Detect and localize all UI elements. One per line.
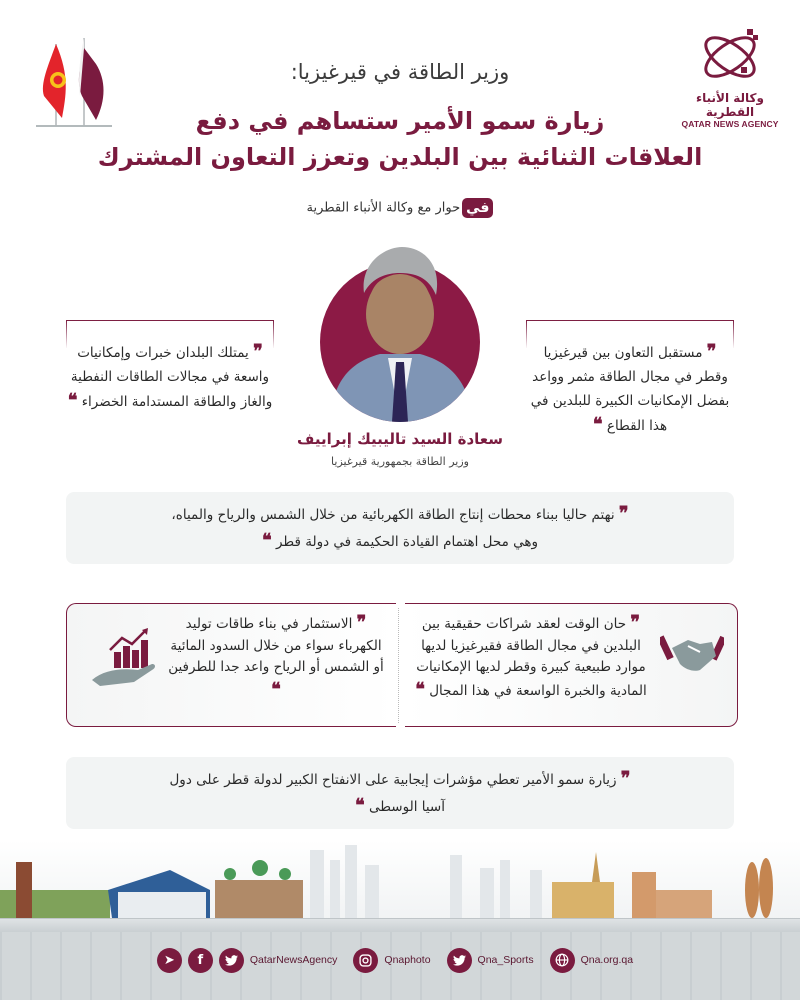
pavement-wall xyxy=(0,918,800,932)
open-quote-icon: ❞ xyxy=(620,768,631,789)
twitter-icon[interactable] xyxy=(219,948,244,973)
footer-landmarks-banner xyxy=(0,840,800,1000)
social-links-bar xyxy=(0,946,800,974)
telegram-icon[interactable]: ➤ xyxy=(157,948,182,973)
open-quote-icon: ❞ xyxy=(253,341,263,362)
headline-line-1: زيارة سمو الأمير ستساهم في دفع xyxy=(195,107,605,135)
headline-kicker: وزير الطاقة في قيرغيزيا: xyxy=(290,60,510,84)
instagram-icon[interactable] xyxy=(353,948,378,973)
fi-badge: في xyxy=(462,198,493,218)
open-quote-icon: ❞ xyxy=(618,503,629,524)
close-quote-icon: ❝ xyxy=(262,530,272,551)
open-quote-icon: ❞ xyxy=(630,612,641,633)
facebook-icon[interactable]: f xyxy=(188,948,213,973)
close-quote-icon: ❝ xyxy=(592,414,603,435)
headline-title xyxy=(0,103,800,175)
open-quote-icon: ❞ xyxy=(706,341,717,362)
twitter-bird-icon xyxy=(225,955,238,966)
quote-wide-1 xyxy=(66,492,734,564)
hand-growth-chart-icon xyxy=(90,628,160,688)
open-quote-icon: ❞ xyxy=(356,612,367,633)
twitter-sports-icon[interactable] xyxy=(447,948,472,973)
website-link[interactable]: Qna.org.qa xyxy=(580,954,634,966)
close-quote-icon: ❝ xyxy=(271,678,281,700)
quote-text: يمتلك البلدان خبرات وإمكانيات واسعة في مجالات الطاقات النفطية والغاز والطاقة المستدامة الخضراء xyxy=(70,345,273,410)
minister-name: سعادة السيد تاليبيك إبراييف xyxy=(297,430,503,448)
card-divider xyxy=(398,608,399,723)
minister-role: وزير الطاقة بجمهورية قيرغيزيا xyxy=(331,455,469,468)
instagram-camera-icon xyxy=(359,954,372,967)
globe-icon[interactable] xyxy=(550,948,575,973)
quote-text: زيارة سمو الأمير تعطي مؤشرات إيجابية على الانفتاح الكبير لدولة قطر على دول آسيا الوسطى xyxy=(169,772,617,815)
quote-text: مستقبل التعاون بين قيرغيزيا وقطر في مجال الطاقة مثمر وواعد بفضل الإمكانيات الكبيرة للبلدين في هذا القطاع xyxy=(530,345,730,434)
headline-line-2: العلاقات الثنائية بين البلدين وتعزز التعاون المشترك xyxy=(97,143,703,171)
close-quote-icon: ❝ xyxy=(67,390,78,411)
instagram-handle[interactable]: Qnaphoto xyxy=(384,954,431,966)
twitter-sports-handle[interactable]: Qna_Sports xyxy=(477,954,534,966)
close-quote-icon: ❝ xyxy=(415,678,425,700)
quote-text: حان الوقت لعقد شراكات حقيقية بين البلدين في مجال الطاقة فقيرغيزيا لديها موارد طبيعية كبيرة وقطر لديها الإمكانيات المادية والخبرة الواسعة في هذا المجال xyxy=(416,616,647,699)
quote-right-icon xyxy=(411,612,651,702)
quote-right-top xyxy=(526,340,734,438)
globe-web-icon xyxy=(555,953,569,967)
twitter-handle-main[interactable]: QatarNewsAgency xyxy=(249,954,338,966)
subtitle-text: حوار مع وكالة الأنباء القطرية xyxy=(306,200,461,216)
quote-text: نهتم حاليا ببناء محطات إنتاج الطاقة الكهربائية من خلال الشمس والرياح والمياه، وهي محل اهتمام القيادة الحكيمة في دولة قطر xyxy=(171,507,615,550)
landmarks-icon xyxy=(0,840,800,920)
quote-left-top xyxy=(66,340,274,414)
quote-left-icon xyxy=(166,612,386,702)
minister-hair-icon xyxy=(350,243,450,303)
skyline-background xyxy=(0,840,800,920)
twitter-bird-icon xyxy=(453,955,466,966)
logo-english-text: QATAR NEWS AGENCY xyxy=(681,119,779,129)
logo-arabic-text: وكالة الأنباء القطرية xyxy=(696,91,764,119)
interview-subtitle xyxy=(0,198,800,218)
handshake-icon xyxy=(660,628,724,678)
quote-text: الاستثمار في بناء طاقات توليد الكهرباء سواء من خلال السدود المائية أو الشمس أو الرياح واعد جدا للطرفين xyxy=(168,616,384,675)
close-quote-icon: ❝ xyxy=(354,795,365,816)
quote-wide-2 xyxy=(66,757,734,829)
